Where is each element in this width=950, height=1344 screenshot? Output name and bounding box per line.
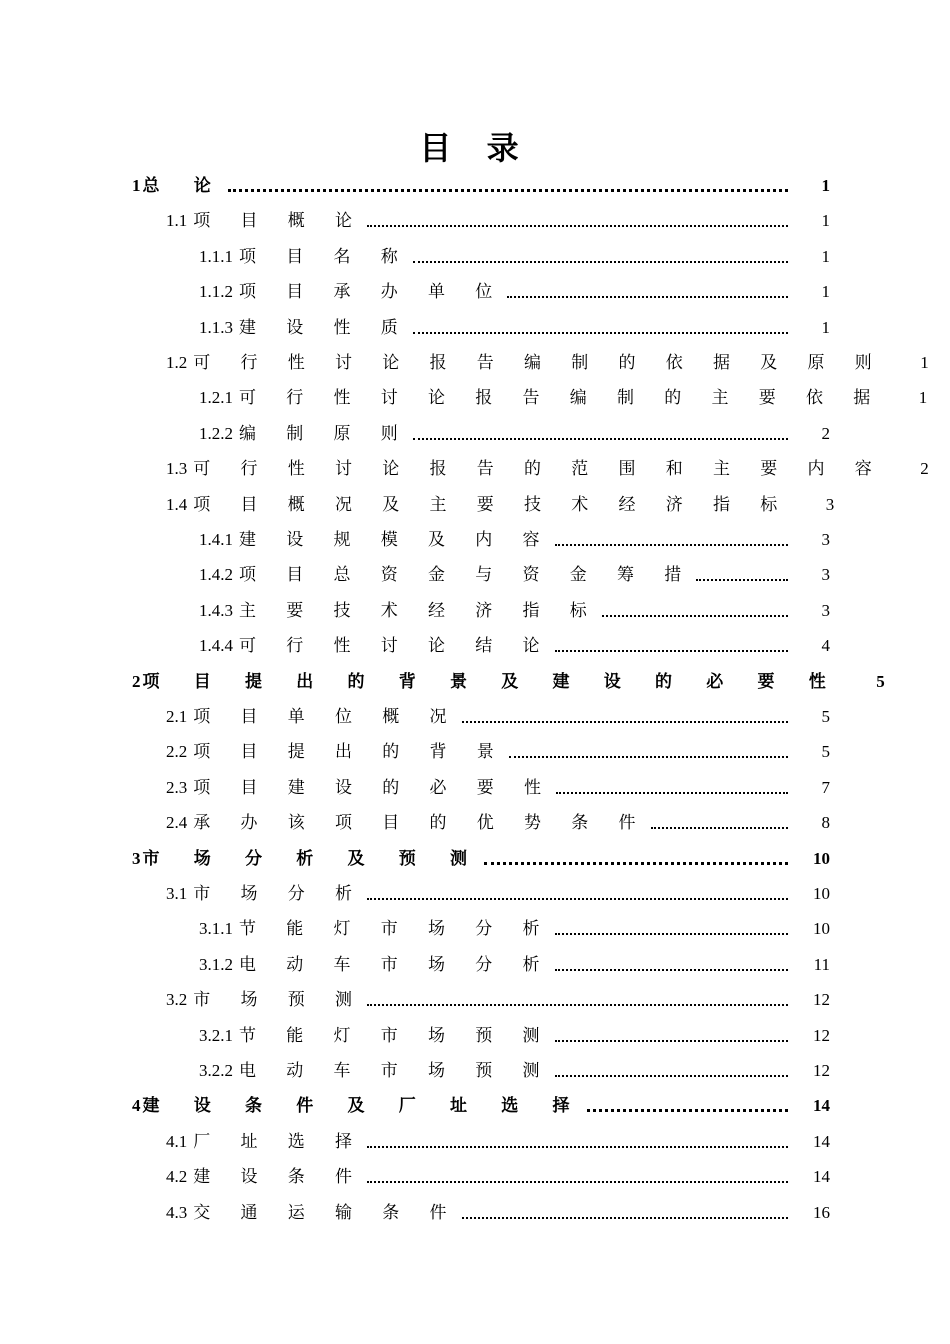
toc-entry[interactable] <box>166 705 830 729</box>
dot-leader <box>509 740 788 764</box>
toc-entry-number: 4.2 <box>166 1167 188 1187</box>
toc-entry-page: 14 <box>813 1096 830 1116</box>
toc-entry-title: 项 目 名 称 <box>239 246 411 266</box>
toc-entry-page: 16 <box>813 1202 830 1222</box>
toc-entry-page: 1 <box>918 388 928 408</box>
toc-entry[interactable] <box>199 634 830 658</box>
dot-leader <box>587 1094 789 1118</box>
dot-leader <box>367 209 788 233</box>
dot-leader <box>555 1024 789 1048</box>
toc-entry-page: 12 <box>813 990 830 1010</box>
toc-entry-page: 10 <box>813 884 830 903</box>
toc-entry[interactable] <box>166 882 830 906</box>
toc-entry[interactable] <box>132 670 885 694</box>
toc-entry-page: 14 <box>813 1131 830 1151</box>
toc-entry-number: 1.3 <box>166 459 188 479</box>
dot-leader <box>484 847 788 871</box>
toc-entry-number: 3 <box>132 848 141 868</box>
toc-entry-title: 市 场 分 析 及 预 测 <box>142 848 482 868</box>
toc-entry-number: 3.1 <box>166 884 188 903</box>
toc-entry[interactable] <box>166 209 830 233</box>
toc-entry-number: 1.1.1 <box>199 246 233 266</box>
toc-entry-page: 10 <box>813 848 830 868</box>
dot-leader <box>602 599 788 623</box>
toc-entry-title: 交 通 运 输 条 件 <box>193 1202 460 1222</box>
toc-entry-number: 1 <box>132 176 141 195</box>
toc-entry-number: 3.2 <box>166 990 188 1010</box>
toc-entry-page: 3 <box>821 600 830 620</box>
toc-entry[interactable] <box>166 1130 830 1154</box>
toc-entry-page: 7 <box>821 777 830 797</box>
toc-title: 目 录 <box>419 129 531 167</box>
toc-entry-page: 1 <box>821 246 830 266</box>
toc-entry-title: 建 设 性 质 <box>239 317 411 337</box>
toc-entry-page: 8 <box>821 813 830 833</box>
dot-leader <box>555 528 789 552</box>
toc-entry-title: 项 目 提 出 的 背 景 <box>193 742 507 762</box>
toc-entry-number: 4.1 <box>166 1131 188 1151</box>
toc-entry-number: 1.1.3 <box>199 317 233 337</box>
toc-entry-page: 5 <box>821 742 830 762</box>
toc-entry-number: 2.1 <box>166 707 188 726</box>
dot-leader <box>367 1130 788 1154</box>
dot-leader <box>228 174 788 198</box>
toc-entry-page: 3 <box>825 494 835 514</box>
toc-entry[interactable] <box>166 351 929 375</box>
toc-entry-title: 电 动 车 市 场 分 析 <box>239 954 553 974</box>
toc-entry-page: 1 <box>821 317 830 337</box>
toc-entry-number: 1.2 <box>166 353 188 372</box>
toc-entry[interactable] <box>199 245 830 269</box>
toc-entry-number: 2.2 <box>166 742 188 762</box>
toc-entry-number: 2.4 <box>166 813 188 833</box>
toc-entry[interactable] <box>166 1201 830 1225</box>
toc-entry-number: 1.2.1 <box>199 388 233 408</box>
dot-leader <box>413 245 788 269</box>
toc-entry-page: 14 <box>813 1167 830 1187</box>
toc-entry[interactable] <box>166 776 830 800</box>
dot-leader <box>367 988 788 1012</box>
toc-entry-title: 项 目 总 资 金 与 资 金 筹 措 <box>239 565 695 585</box>
toc-entry-title: 项 目 概 论 <box>193 211 365 231</box>
toc-entry-page: 12 <box>813 1061 830 1080</box>
toc-entry-page: 1 <box>821 282 830 302</box>
toc-entry-page: 2 <box>821 423 830 443</box>
toc-entry-number: 3.2.2 <box>199 1061 233 1080</box>
toc-entry-title: 项 目 承 办 单 位 <box>239 282 506 302</box>
toc-entry-title: 市 场 分 析 <box>193 884 365 903</box>
toc-entry[interactable] <box>166 457 929 481</box>
toc-entry-number: 3.1.2 <box>199 954 233 974</box>
dot-leader <box>413 316 788 340</box>
toc-entry-number: 1.1.2 <box>199 282 233 302</box>
toc-entry[interactable] <box>166 811 830 835</box>
toc-entry[interactable] <box>199 1059 830 1083</box>
toc-entry-page: 10 <box>813 919 830 939</box>
toc-entry[interactable] <box>132 1094 830 1118</box>
dot-leader <box>367 1165 788 1189</box>
toc-entry-title: 节 能 灯 市 场 分 析 <box>239 919 553 939</box>
toc-entry-number: 1.4.4 <box>199 636 233 656</box>
dot-leader <box>413 422 788 446</box>
toc-entry-title: 厂 址 选 择 <box>193 1131 365 1151</box>
toc-entry[interactable] <box>199 316 830 340</box>
toc-entry-title: 主 要 技 术 经 济 指 标 <box>239 600 600 620</box>
toc-entry-page: 3 <box>821 530 830 549</box>
toc-entry[interactable] <box>132 847 830 871</box>
toc-entry[interactable] <box>199 563 830 587</box>
toc-entry[interactable] <box>199 917 830 941</box>
toc-entry[interactable] <box>199 1024 830 1048</box>
toc-entry-title: 项 目 建 设 的 必 要 性 <box>193 777 554 797</box>
toc-entry-page: 3 <box>821 565 830 585</box>
toc-entry-title: 总 论 <box>142 176 226 195</box>
toc-entry-title: 可 行 性 讨 论 报 告 编 制 的 依 据 及 原 则 <box>193 353 885 372</box>
toc-entry[interactable] <box>199 280 830 304</box>
dot-leader <box>367 882 788 906</box>
toc-entry-page: 1 <box>821 176 830 195</box>
toc-entry-title: 市 场 预 测 <box>193 990 365 1010</box>
dot-leader <box>696 563 788 587</box>
toc-entry[interactable] <box>166 1165 830 1189</box>
toc-entry-page: 2 <box>920 459 929 479</box>
toc-entry-title: 可 行 性 讨 论 报 告 的 范 围 和 主 要 内 容 <box>193 459 885 479</box>
toc-entry[interactable] <box>199 599 830 623</box>
toc-entry-number: 2.3 <box>166 777 188 797</box>
dot-leader <box>507 280 788 304</box>
toc-entry-page: 1 <box>821 211 830 231</box>
toc-entry-title: 可 行 性 讨 论 报 告 编 制 的 主 要 依 据 <box>239 388 884 408</box>
toc-entry-number: 1.4.3 <box>199 600 233 620</box>
toc-entry[interactable] <box>199 528 830 552</box>
toc-entry[interactable] <box>199 953 830 977</box>
dot-leader <box>462 705 789 729</box>
toc-entry-page: 11 <box>813 954 830 974</box>
toc-entry-number: 4.3 <box>166 1202 188 1222</box>
toc-entry-page: 4 <box>821 636 830 656</box>
toc-entry-title: 项 目 提 出 的 背 景 及 建 设 的 必 要 性 <box>142 671 841 691</box>
toc-entry-page: 1 <box>920 353 929 372</box>
dot-leader <box>555 1059 789 1083</box>
toc-entry-number: 1.2.2 <box>199 423 233 443</box>
toc-entry-title: 项 目 单 位 概 况 <box>193 707 460 726</box>
toc-entry-number: 1.1 <box>166 211 188 231</box>
toc-entry-title: 建 设 规 模 及 内 容 <box>239 530 553 549</box>
toc-entry-page: 12 <box>813 1025 830 1045</box>
toc-entry-number: 1.4 <box>166 494 188 514</box>
toc-entry-page: 5 <box>876 671 885 691</box>
toc-entry-title: 建 设 条 件 及 厂 址 选 择 <box>142 1096 585 1116</box>
toc-entry-title: 编 制 原 则 <box>239 423 411 443</box>
toc-entry[interactable] <box>199 386 928 410</box>
toc-entry[interactable] <box>132 174 830 198</box>
toc-entry-title: 电 动 车 市 场 预 测 <box>239 1061 553 1080</box>
toc-entry[interactable] <box>166 493 835 517</box>
toc-entry-title: 节 能 灯 市 场 预 测 <box>239 1025 553 1045</box>
toc-entry[interactable] <box>166 988 830 1012</box>
toc-entry-title: 可 行 性 讨 论 结 论 <box>239 636 553 656</box>
toc-entry-number: 1.4.1 <box>199 530 233 549</box>
toc-entry[interactable] <box>199 422 830 446</box>
toc-entry-number: 4 <box>132 1096 141 1116</box>
toc-entry-page: 5 <box>821 707 830 726</box>
dot-leader <box>555 917 789 941</box>
toc-entry-title: 建 设 条 件 <box>193 1167 365 1187</box>
dot-leader <box>555 634 789 658</box>
toc-entry-number: 3.2.1 <box>199 1025 233 1045</box>
toc-entry-number: 1.4.2 <box>199 565 233 585</box>
toc-entry-number: 2 <box>132 671 141 691</box>
dot-leader <box>462 1201 789 1225</box>
toc-entry-title: 承 办 该 项 目 的 优 势 条 件 <box>193 813 649 833</box>
toc-entry[interactable] <box>166 740 830 764</box>
dot-leader <box>555 953 789 977</box>
toc-entry-title: 项 目 概 况 及 主 要 技 术 经 济 指 标 <box>193 494 791 514</box>
toc-entry-number: 3.1.1 <box>199 919 233 939</box>
dot-leader <box>556 776 788 800</box>
dot-leader <box>651 811 789 835</box>
